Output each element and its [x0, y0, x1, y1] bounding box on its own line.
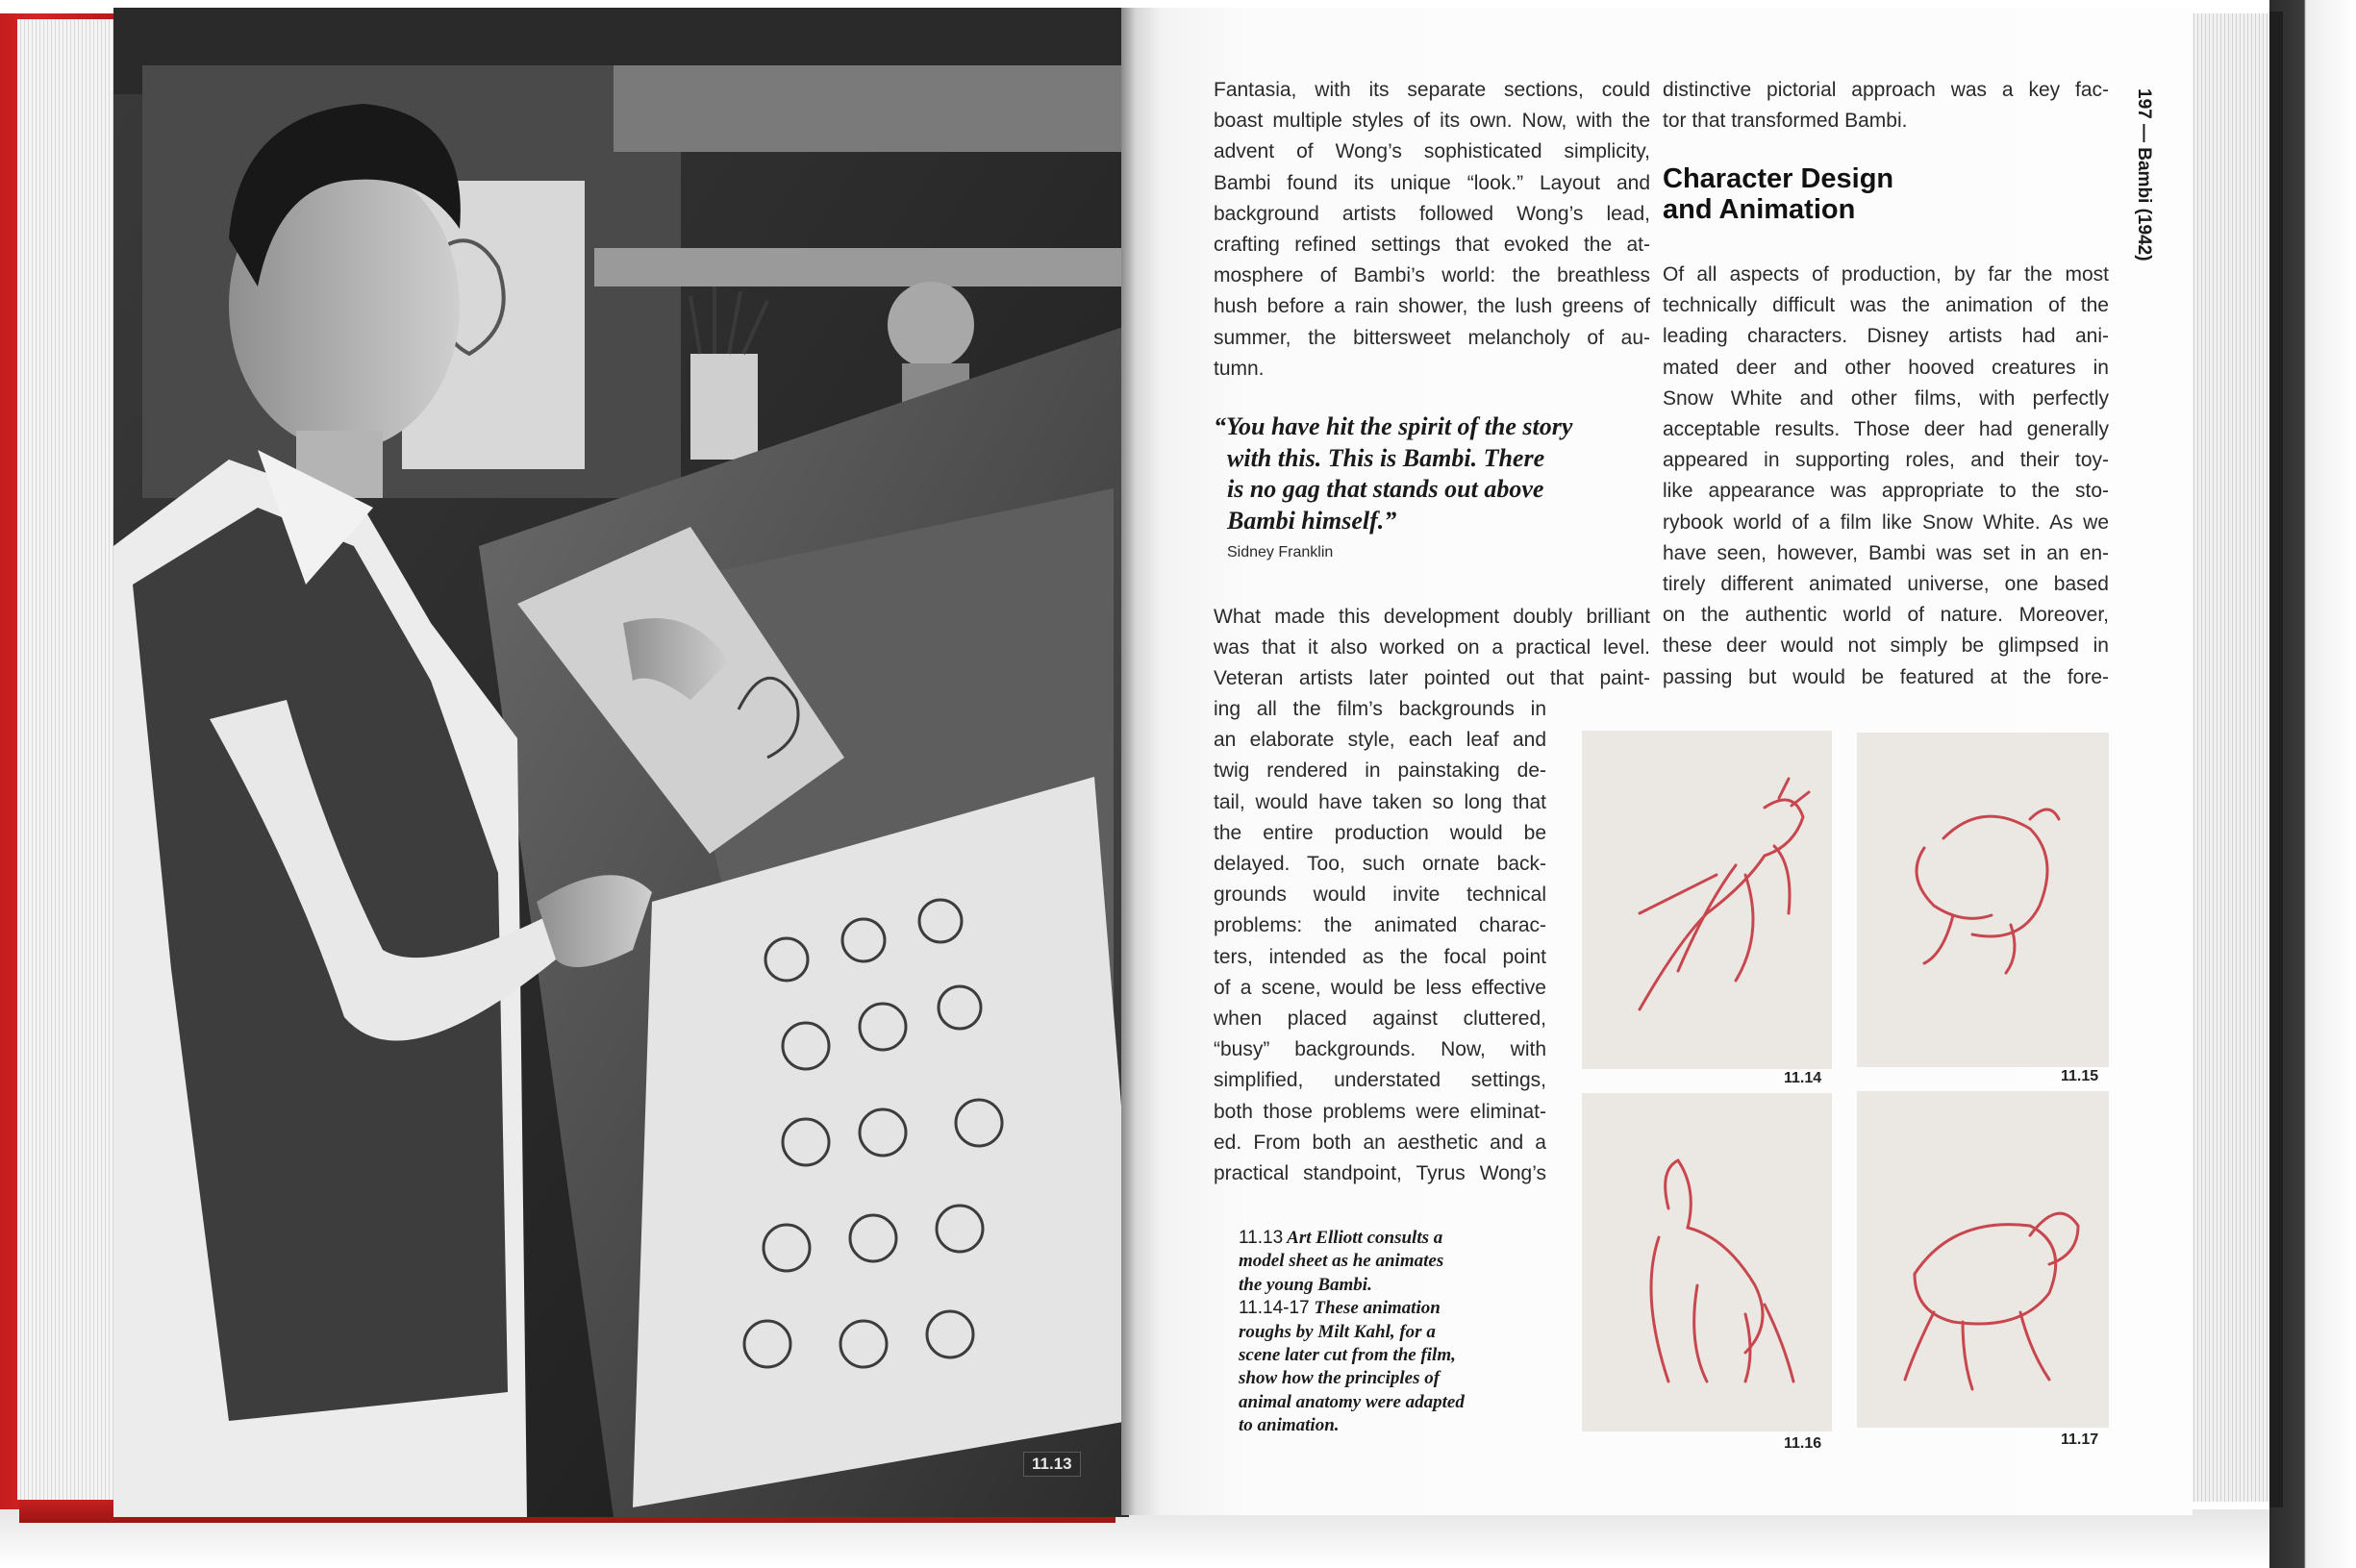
text-line: Snow White and other films, with perfectly [1663, 386, 2109, 410]
text-line: the entire production would be [1214, 821, 1546, 844]
caption-line [1239, 1297, 1556, 1320]
page-edges-left [17, 19, 113, 1500]
running-head [2127, 88, 2166, 300]
text-line: these deer would not simply be glimpsed in [1663, 635, 2109, 658]
caption-figure-number: 11.14-17 [1239, 1298, 1310, 1319]
caption-text: show how the principles of [1239, 1368, 1441, 1389]
caption-line [1239, 1367, 1556, 1390]
pull-quote [1214, 411, 1656, 536]
fawn-sketch-1 [1582, 731, 1832, 1069]
text-line: acceptable results. Those deer had generally [1663, 418, 2109, 441]
column-1-paragraph-2-narrow [1214, 694, 1546, 1189]
caption-line [1239, 1227, 1556, 1250]
text-line: ed. From both an aesthetic and a [1214, 1131, 1546, 1154]
text-line: tail, would have taken so long that [1214, 790, 1546, 813]
caption-text: model sheet as he animates [1239, 1251, 1444, 1272]
text-line: technically difficult was the animation of the [1663, 294, 2109, 317]
text-line: tor that transformed Bambi. [1663, 110, 1908, 133]
quote-line: Bambi himself.” [1227, 506, 1397, 535]
text-line: boast multiple styles of its own. Now, with the [1214, 110, 1650, 133]
caption-figure-number: 11.13 [1239, 1228, 1284, 1248]
caption-line [1239, 1250, 1556, 1273]
text-line: crafting refined settings that evoked the at- [1214, 234, 1650, 257]
figure-label-11-17: 11.17 [2061, 1431, 2099, 1448]
text-line: tirely different animated universe, one based [1663, 573, 2109, 596]
text-line: was that it also worked on a practical level. [1214, 636, 1650, 660]
caption-line [1239, 1274, 1556, 1297]
quote-line: “You have hit the spirit of the story [1214, 412, 1573, 440]
text-line: like appearance was appropriate to the sto- [1663, 480, 2109, 503]
fawn-sketch-4 [1857, 1091, 2109, 1428]
page-edges-right [2179, 13, 2275, 1502]
column-1-paragraph-1 [1214, 75, 1650, 385]
caption-text: to animation. [1239, 1415, 1340, 1436]
text-line: distinctive pictorial approach was a key fac- [1663, 79, 2109, 101]
heading-line: and Animation [1663, 194, 1856, 225]
animator-photo [113, 8, 1129, 1517]
quote-attribution: Sidney Franklin [1227, 544, 1334, 560]
left-page-photo [113, 8, 1129, 1517]
figure-label-11-15: 11.15 [2061, 1068, 2099, 1084]
sketch-figure-11-15 [1857, 733, 2109, 1067]
figure-label-11-16: 11.16 [1784, 1435, 1822, 1452]
text-line: advent of Wong’s sophisticated simplicity, [1214, 140, 1650, 163]
caption-text: Art Elliott consults a [1283, 1228, 1443, 1248]
text-line: delayed. Too, such ornate back- [1214, 853, 1546, 876]
section-heading [1663, 163, 2105, 225]
text-line: grounds would invite technical [1214, 884, 1546, 907]
fawn-sketch-2 [1857, 733, 2109, 1067]
text-line: leading characters. Disney artists had ani- [1663, 325, 2109, 348]
text-line: “busy” backgrounds. Now, with [1214, 1038, 1546, 1061]
text-line: Of all aspects of production, by far the most [1663, 263, 2109, 286]
text-line: Veteran artists later pointed out that paint- [1214, 667, 1650, 690]
text-line: mated deer and other hooved creatures in [1663, 356, 2109, 379]
figure-caption [1239, 1227, 1556, 1438]
text-line: tumn. [1214, 357, 1265, 380]
column-2-paragraph-1 [1663, 75, 2109, 137]
sketch-figure-11-17 [1857, 1091, 2109, 1428]
text-line: have seen, however, Bambi was set in an en- [1663, 541, 2109, 564]
text-line: rybook world of a film like Snow White. As we [1663, 510, 2109, 534]
cover-right-edge [2269, 12, 2283, 1507]
column-2-paragraph-2 [1663, 260, 2109, 693]
text-line: simplified, understated settings, [1214, 1069, 1546, 1092]
text-line: What made this development doubly brilliant [1214, 606, 1650, 628]
text-line: when placed against cluttered, [1214, 1008, 1546, 1031]
text-line: mosphere of Bambi’s world: the breathless [1214, 264, 1650, 287]
text-line: ing all the film’s backgrounds in [1214, 698, 1546, 720]
caption-line [1239, 1414, 1556, 1437]
caption-text: roughs by Milt Kahl, for a [1239, 1321, 1436, 1342]
text-line: an elaborate style, each leaf and [1214, 729, 1546, 752]
sketch-figure-11-16 [1582, 1093, 1832, 1431]
figure-label-11-14: 11.14 [1784, 1070, 1822, 1086]
fawn-sketch-3 [1582, 1093, 1832, 1431]
caption-text: These animation [1309, 1298, 1441, 1319]
quote-line: is no gag that stands out above [1227, 475, 1544, 503]
caption-text: scene later cut from the film, [1239, 1345, 1456, 1366]
sketch-figure-11-14 [1582, 731, 1832, 1069]
text-line: ters, intended as the focal point [1214, 945, 1546, 968]
text-line: Fantasia, with its separate sections, could [1214, 79, 1650, 101]
running-head-text: 197 — Bambi (1942) [2134, 88, 2154, 261]
text-line: practical standpoint, Tyrus Wong’s [1214, 1162, 1546, 1185]
caption-line [1239, 1391, 1556, 1414]
column-1-paragraph-2 [1214, 602, 1650, 695]
heading-line: Character Design [1663, 163, 1894, 194]
caption-line [1239, 1344, 1556, 1367]
text-line: problems: the animated charac- [1214, 914, 1546, 937]
quote-line: with this. This is Bambi. There [1227, 443, 1545, 472]
text-line: Bambi found its unique “look.” Layout and [1214, 171, 1650, 194]
text-line: hush before a rain shower, the lush greens of [1214, 295, 1650, 318]
text-line: on the authentic world of nature. Moreover, [1663, 604, 2109, 627]
text-line: of a scene, would be less effective [1214, 976, 1546, 999]
text-line: twig rendered in painstaking de- [1214, 759, 1546, 783]
caption-line [1239, 1321, 1556, 1344]
text-line: summer, the bittersweet melancholy of au- [1214, 326, 1650, 349]
text-line: passing but would be featured at the fore- [1663, 665, 2109, 688]
photo-figure-label: 11.13 [1023, 1452, 1081, 1477]
text-line: appeared in supporting roles, and their toy- [1663, 449, 2109, 472]
caption-text: animal anatomy were adapted [1239, 1391, 1465, 1412]
caption-text: the young Bambi. [1239, 1274, 1372, 1295]
text-line: both those problems were eliminat- [1214, 1100, 1546, 1123]
text-line: background artists followed Wong’s lead, [1214, 202, 1650, 225]
